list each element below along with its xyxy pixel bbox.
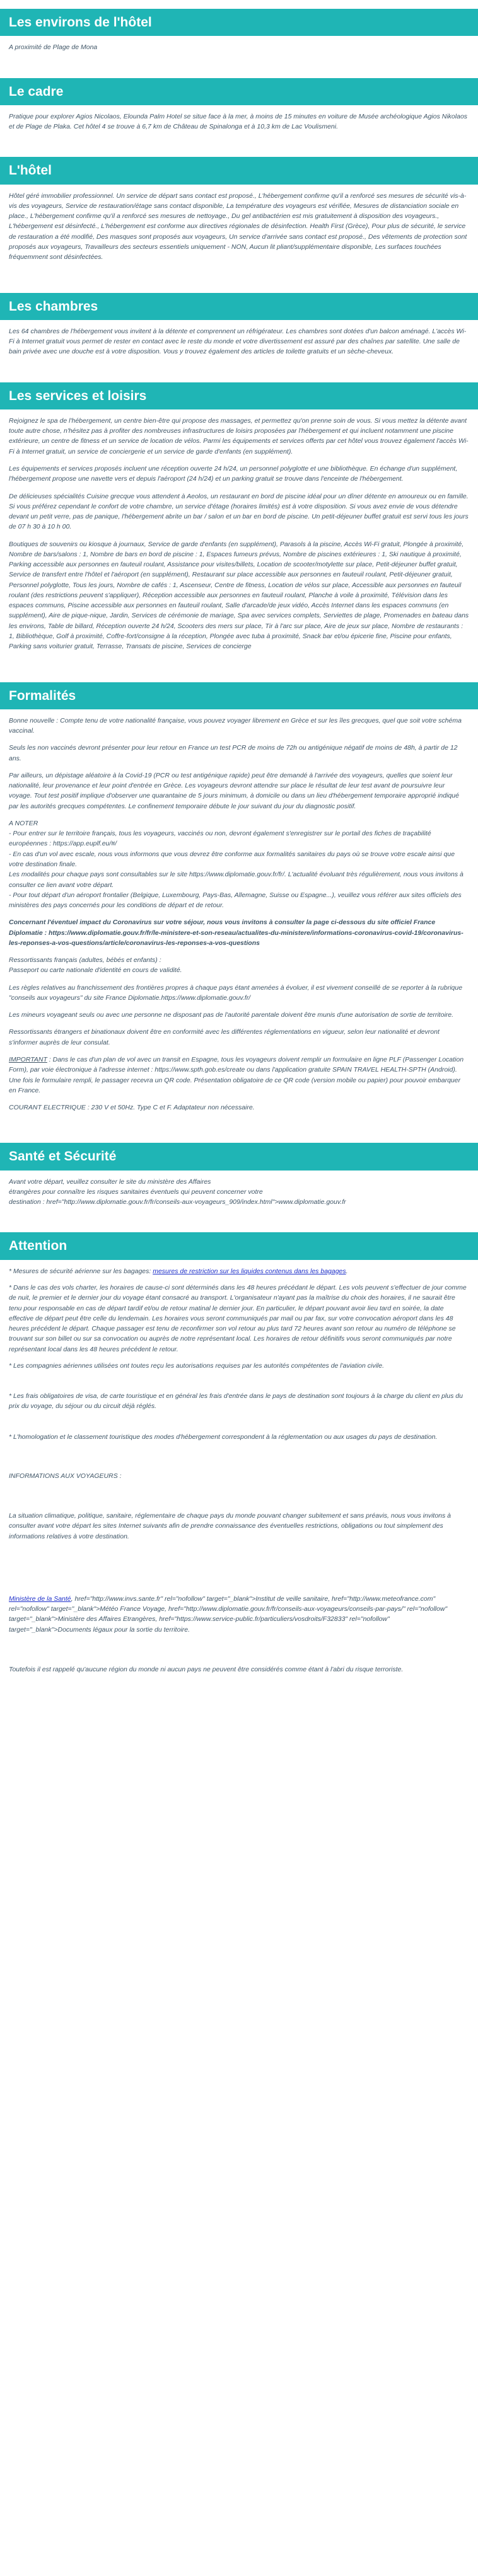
services-paragraph: Rejoignez le spa de l'hébergement, un centre bien-être qui propose des massages, et permettez qu'on prenne soin de vous. Si vous mettez la détente avant toute autre chose, n'hésitez pas à profiter des nombreuses infrastructures de loisirs proposées par l'hébergement et qui incluent notamment une piscine extérieure, un centre de fitness et un service de location de vélos. Parmi les équipements et services offerts par cet hôtel vous trouvez également l'accès Wi-Fi à Internet gratuit, un service de conciergerie et un service de garde d'enfants (en supplément). bbox=[9, 416, 469, 455]
list-item-text: . bbox=[346, 1267, 348, 1275]
coronavirus-notice: Concernant l'éventuel impact du Coronavirus sur votre séjour, nous vous invitons à consulter la page ci-dessous du site officiel France Diplomatie : https://www.diplomatie.gouv.fr/fr/le-ministere-et-son-reseau/actualites-du-ministere/informations-coronavirus-covid-19/coronavirus-les-reponses-a-vos-questions/article/coronavirus-les-reponses-a-vos-questions bbox=[9, 919, 463, 947]
list-item: * L'homologation et le classement touristique des modes d'hébergement correspondent à la réglementation ou aux usages du pays de destination. bbox=[9, 1433, 438, 1441]
liquids-restriction-link[interactable]: mesures de restriction sur les liquides contenus dans les bagages bbox=[153, 1267, 346, 1275]
courant-paragraph: COURANT ELECTRIQUE : 230 V et 50Hz. Type C et F. Adaptateur non nécessaire. bbox=[9, 1104, 255, 1112]
list-item: * Les frais obligatoires de visa, de carte touristique et en général les frais d'entrée dans le pays de destination sont toujours à la charge du client en plus du prix du voyage, du séjour ou du circuit déjà réglés. bbox=[9, 1392, 463, 1411]
important-paragraph bbox=[9, 1055, 469, 1096]
section-title-formalites: Formalités bbox=[0, 682, 478, 709]
section-title-services: Les services et loisirs bbox=[0, 382, 478, 409]
info-voyageurs-title: INFORMATIONS AUX VOYAGEURS : bbox=[9, 1472, 122, 1480]
formalites-paragraph: Par ailleurs, un dépistage aléatoire à la Covid-19 (PCR ou test antigénique rapide) peut être demandé à l'arrivée des voyageurs, quelles que soient leur nationalité, leur provenance et leur point d'entrée en Grèce. Les voyageurs devront attendre sur place le résultat de leur test avant de poursuivre leur voyage. Tout test positif implique d'observer une quarantaine de 5 jours minimum, à domicile ou dans un lieu d'hébergement temporaire approprié indiqué par les autorités grecques compétentes. Le confinement temporaire débute le jour suivant du jour du diagnostic positif. bbox=[9, 771, 459, 810]
attention-list-3 bbox=[9, 1432, 469, 1442]
formalites-paragraph: Bonne nouvelle : Compte tenu de votre nationalité française, vous pouvez voyager librement en Grèce et sur les îles grecques, quel que soit votre schéma vaccinal. bbox=[9, 716, 462, 735]
sante-text bbox=[9, 1177, 469, 1208]
sante-links-text: , href="http://www.invs.sante.fr" rel="nofollow" target="_blank">Institut de veille sanitaire, href="http://www.meteofrance.com" rel="nofollow" target="_blank">Météo France Voyage, href="http://www.diplomatie.gouv.fr/fr/conseils-aux-voyageurs/conseils-par-pays/" rel="nofollow" target="_blank">Ministère des Affaires Etrangères, href="https://www.service-public.fr/particuliers/vosdroits/F32833" rel="nofollow" target="_blank">Documents légaux pour la sortie du territoire. bbox=[9, 1594, 448, 1634]
sante-line: étrangères pour connaître les risques sanitaires éventuels qui peuvent concerner votre bbox=[9, 1188, 263, 1196]
a-noter-block bbox=[9, 818, 469, 910]
a-noter-line: - Pour entrer sur le territoire français, tous les voyageurs, vaccinés ou non, devront également s'enregistrer sur le portail des fiches de traçabilité européennes : https://app.euplf.eu/#/ bbox=[9, 830, 431, 848]
a-noter-line: - En cas d'un vol avec escale, nous vous informons que vous devrez être conforme aux formalités sanitaires du pays où se trouve votre escale ainsi que votre destination finale. bbox=[9, 850, 455, 868]
attention-list-2 bbox=[9, 1391, 469, 1412]
section-environs bbox=[0, 9, 478, 64]
important-text: : Dans le cas d'un plan de vol avec un transit en Espagne, tous les voyageurs doivent remplir un formulaire en ligne PLF (Passenger Location Form), par voie électronique à l'adresse internet : https://www.spth.gob.es/create ou dans l'application gratuite SPAIN TRAVEL HEALTH-SPTH (Android). Une fois le formulaire rempli, le passager recevra un QR code. Présentation obligatoire de ce QR code (version mobile ou papier) pour pouvoir embarquer en France. bbox=[9, 1055, 464, 1094]
section-cadre bbox=[0, 78, 478, 144]
formalites-paragraph: Seuls les non vaccinés devront présenter pour leur retour en France un test PCR de moins de 72h ou antigénique négatif de moins de 48h, à partir de 12 ans. bbox=[9, 744, 458, 762]
list-item: * Les compagnies aériennes utilisées ont toutes reçu les autorisations requises par les autorités compétentes de l'aviation civile. bbox=[9, 1361, 384, 1370]
ressortissants-line: Ressortissants français (adultes, bébés et enfants) : bbox=[9, 956, 161, 965]
section-hotel bbox=[0, 157, 478, 273]
ressortissants-block bbox=[9, 955, 469, 976]
section-title-chambres: Les chambres bbox=[0, 293, 478, 320]
sante-line: Avant votre départ, veuillez consulter le site du ministère des Affaires bbox=[9, 1177, 211, 1186]
ministere-sante-link[interactable]: Ministère de la Santé bbox=[9, 1594, 71, 1603]
etrangers-paragraph: Ressortissants étrangers et binationaux doivent être en conformité avec les différentes réglementations en vigueur, selon leur nationalité et devront s'informer auprès de leur consulat. bbox=[9, 1028, 440, 1046]
section-title-hotel: L'hôtel bbox=[0, 157, 478, 184]
sante-links-paragraph bbox=[9, 1594, 469, 1635]
important-label: IMPORTANT bbox=[9, 1055, 47, 1063]
environs-text: A proximité de Plage de Mona bbox=[9, 43, 98, 52]
section-title-sante: Santé et Sécurité bbox=[0, 1143, 478, 1170]
list-item bbox=[9, 1266, 469, 1276]
cadre-text: Pratique pour explorer Agios Nicolaos, Elounda Palm Hotel se situe face à la mer, à moins de 15 minutes en voiture de Musée archéologique Agios Nikolaos et de Plage de Plaka. Cet hôtel 4 se trouve à 6,7 km de Château de Spinalonga et à 10,3 km de Lac Voulismeni. bbox=[9, 112, 468, 131]
services-paragraph: De délicieuses spécialités Cuisine grecque vous attendent à Aeolos, un restaurant en bord de piscine idéal pour un dîner détente en amoureux ou en famille. Si vous préférez cependant le confort de votre chambre, un service d'étage (horaires limités) est à votre disposition. Si vous avez envie de vous détendre devant un petit verre, pas de panique, l'hébergement abrite un bar / salon et un bar en bord de piscine. Un petit-déjeuner buffet gratuit est servi tous les jours de 07 h 30 à 10 h 00. bbox=[9, 492, 469, 531]
section-attention bbox=[0, 1232, 478, 1686]
section-formalites bbox=[0, 682, 478, 1125]
a-noter-line: Les modalités pour chaque pays sont consultables sur le site https://www.diplomatie.gouv.fr/fr/. L'actualité évoluant très régulièrement, nous vous invitons à consulter ce lien avant votre départ. bbox=[9, 871, 463, 889]
services-paragraph: Boutiques de souvenirs ou kiosque à journaux, Service de garde d'enfants (en supplément), Parasols à la piscine, Accès Wi-Fi gratuit, Plongée à proximité, Nombre de bars/salons : 1, Nombre de bars en bord de piscine : 1, Espaces fumeurs prévus, Nombre de piscines extérieures : 1, Ski nautique à proximité, Parking accessible aux personnes en fauteuil roulant, Assistance pour visites/billets, Location de scooter/motylette sur place, Petit-déjeuner buffet gratuit, Service de transfert entre l'hôtel et l'aéroport (en supplément), Restaurant sur place accessible aux personnes en fauteuil roulant, Petit-déjeuner gratuit, Personnel polyglotte, Tous les jours, Nombre de cafés : 1, Ascenseur, Centre de fitness, Location de vélos sur place, Accessible aux personnes en fauteuil roulant (des restrictions peuvent s'appliquer), Réception accessible aux personnes en fauteuil roulant, Planche à voile à proximité, Télévision dans les espaces communs, Piscine accessible aux personnes en fauteuil roulant, Salle d'arcade/de jeux vidéo, Accès Internet dans les espaces communs (en supplément), Aire de pique-nique, Jardin, Services de cérémonie de mariage, Spa avec services complets, Serviettes de plage, Promenades en bateau dans les environs, Table de billard, Réception ouverte 24 h/24, Scooters des mers sur place, Tir à l'arc sur place, Aire de jeux sur place, Nombre de restaurants : 1, Bibliothèque, Golf à proximité, Coffre-fort/consigne à la réception, Plongée avec tuba à proximité, Snack bar et/ou épicerie fine, Piscine pour enfants, Parking sans voiturier gratuit, Terrasse, Transats de piscine, Services de concierge bbox=[9, 540, 469, 651]
section-title-cadre: Le cadre bbox=[0, 78, 478, 105]
sante-line: destination : href="http://www.diplomatie.gouv.fr/fr/conseils-aux-voyageurs_909/index.html">www.diplomatie.gouv.fr bbox=[9, 1198, 346, 1206]
toutefois-paragraph: Toutefois il est rappelé qu'aucune région du monde ni aucun pays ne peuvent être considérés comme étant à l'abri du risque terroriste. bbox=[9, 1666, 404, 1674]
section-chambres bbox=[0, 293, 478, 369]
section-sante bbox=[0, 1143, 478, 1218]
situation-paragraph: La situation climatique, politique, sanitaire, réglementaire de chaque pays du monde pouvant changer subitement et sans préavis, nous vous invitons à consulter avant votre départ les sites Internet suivants afin de prendre connaissance des éventuelles restrictions, obligations ou tout simplement des informations relatives à votre destination. bbox=[9, 1512, 452, 1540]
list-item: * Dans le cas des vols charter, les horaires de cause-ci sont déterminés dans les 48 heures précédant le départ. Les vols peuvent s'effectuer de jour comme de nuit, le premier et le dernier jour du voyage étant consacré au transport. L'organisateur n'ayant pas la maîtrise du choix des horaires, il ne saurait être tenu pour responsable en cas de départ tardif et/ou de retour matinal le dernier jour. En particulier, le départ pouvant avoir lieu tard en soirée, la date effective de départ peut être celle du lendemain. Les horaires vous seront communiqués par mail ou par fax, sur votre convocation aéroport dans les 48 heures précédent le départ. Chaque passager est tenu de reconfirmer son vol retour au plus tard 72 heures avant son retour au numéro de téléphone se trouvant sur son billet ou sur sa convocation ou auprès de notre représentant local. Les horaires de retour définitifs vous seront communiqués par notre représentant local dans les 48 heures précédent le retour. bbox=[9, 1283, 467, 1353]
hotel-text: Hôtel géré immobilier professionnel. Un service de départ sans contact est proposé., L'hébergement confirme qu'il a renforcé ses mesures de sécurité vis-à-vis des voyageurs, Service de restauration/étage sans contact disponible, La température des voyageurs est vérifiée, Mesures de distanciation sociale en place., L'hébergement confirme qu'il a renforcé ses mesures de nettoyage., Du gel antibactérien est mis gratuitement à disposition des voyageurs., L'hébergement est désinfecté., L'hébergement est conforme aux directives régionales de désinfection. Health First (Grèce), Pour plus de sécurité, le service de restauration a été modifié, Des masques sont proposés aux voyageurs, Un service d'arrivée sans contact est proposé., Des vêtements de protection sont proposés aux voyageurs, Travailleurs des secteurs essentiels uniquement - NON, Aucun lit pliant/supplémentaire disponible, Les surfaces touchées fréquemment sont désinfectées. bbox=[9, 192, 467, 261]
chambres-text: Les 64 chambres de l'hébergement vous invitent à la détente et comprennent un réfrigérateur. Les chambres sont dotées d'un balcon aménagé. L'accès Wi-Fi à Internet gratuit vous permet de rester en contact avec le reste du monde et votre divertissement est assuré par des chaînes par satellite. Une salle de bain privée avec une douche est à votre disposition. Vous y trouvez également des articles de toilette gratuits et un sèche-cheveux. bbox=[9, 327, 467, 356]
mineurs-paragraph: Les mineurs voyageant seuls ou avec une personne ne disposant pas de l'autorité parentale doivent être munis d'une autorisation de sortie de territoire. bbox=[9, 1011, 454, 1019]
section-services bbox=[0, 382, 478, 663]
section-title-attention: Attention bbox=[0, 1232, 478, 1259]
a-noter-title: A NOTER bbox=[9, 819, 38, 827]
regles-paragraph: Les règles relatives au franchissement des frontières propres à chaque pays étant amenées à évoluer, il est vivement conseillé de se reporter à la rubrique "conseils aux voyageurs" du site France Diplomatie.https://www.diplomatie.gouv.fr/ bbox=[9, 983, 463, 1002]
ressortissants-line: Passeport ou carte nationale d'identité en cours de validité. bbox=[9, 966, 182, 975]
a-noter-line: - Pour tout départ d'un aéroport frontalier (Belgique, Luxembourg, Pays-Bas, Allemagne, Suisse ou Espagne...), veuillez vous référer aux sites officiels des ministères des pays concernés pour les conditions de départ et de retour. bbox=[9, 891, 462, 910]
services-paragraph: Les équipements et services proposés incluent une réception ouverte 24 h/24, un personnel polyglotte et une bibliothèque. En échange d'un supplément, l'hébergement propose une navette vers et depuis l'aéroport (24 h/24) et un parking gratuit se trouve dans l'enceinte de l'hébergement. bbox=[9, 465, 458, 483]
section-title-environs: Les environs de l'hôtel bbox=[0, 9, 478, 36]
list-item-text: * Mesures de sécurité aérienne sur les bagages: bbox=[9, 1267, 153, 1275]
attention-list bbox=[9, 1266, 469, 1371]
